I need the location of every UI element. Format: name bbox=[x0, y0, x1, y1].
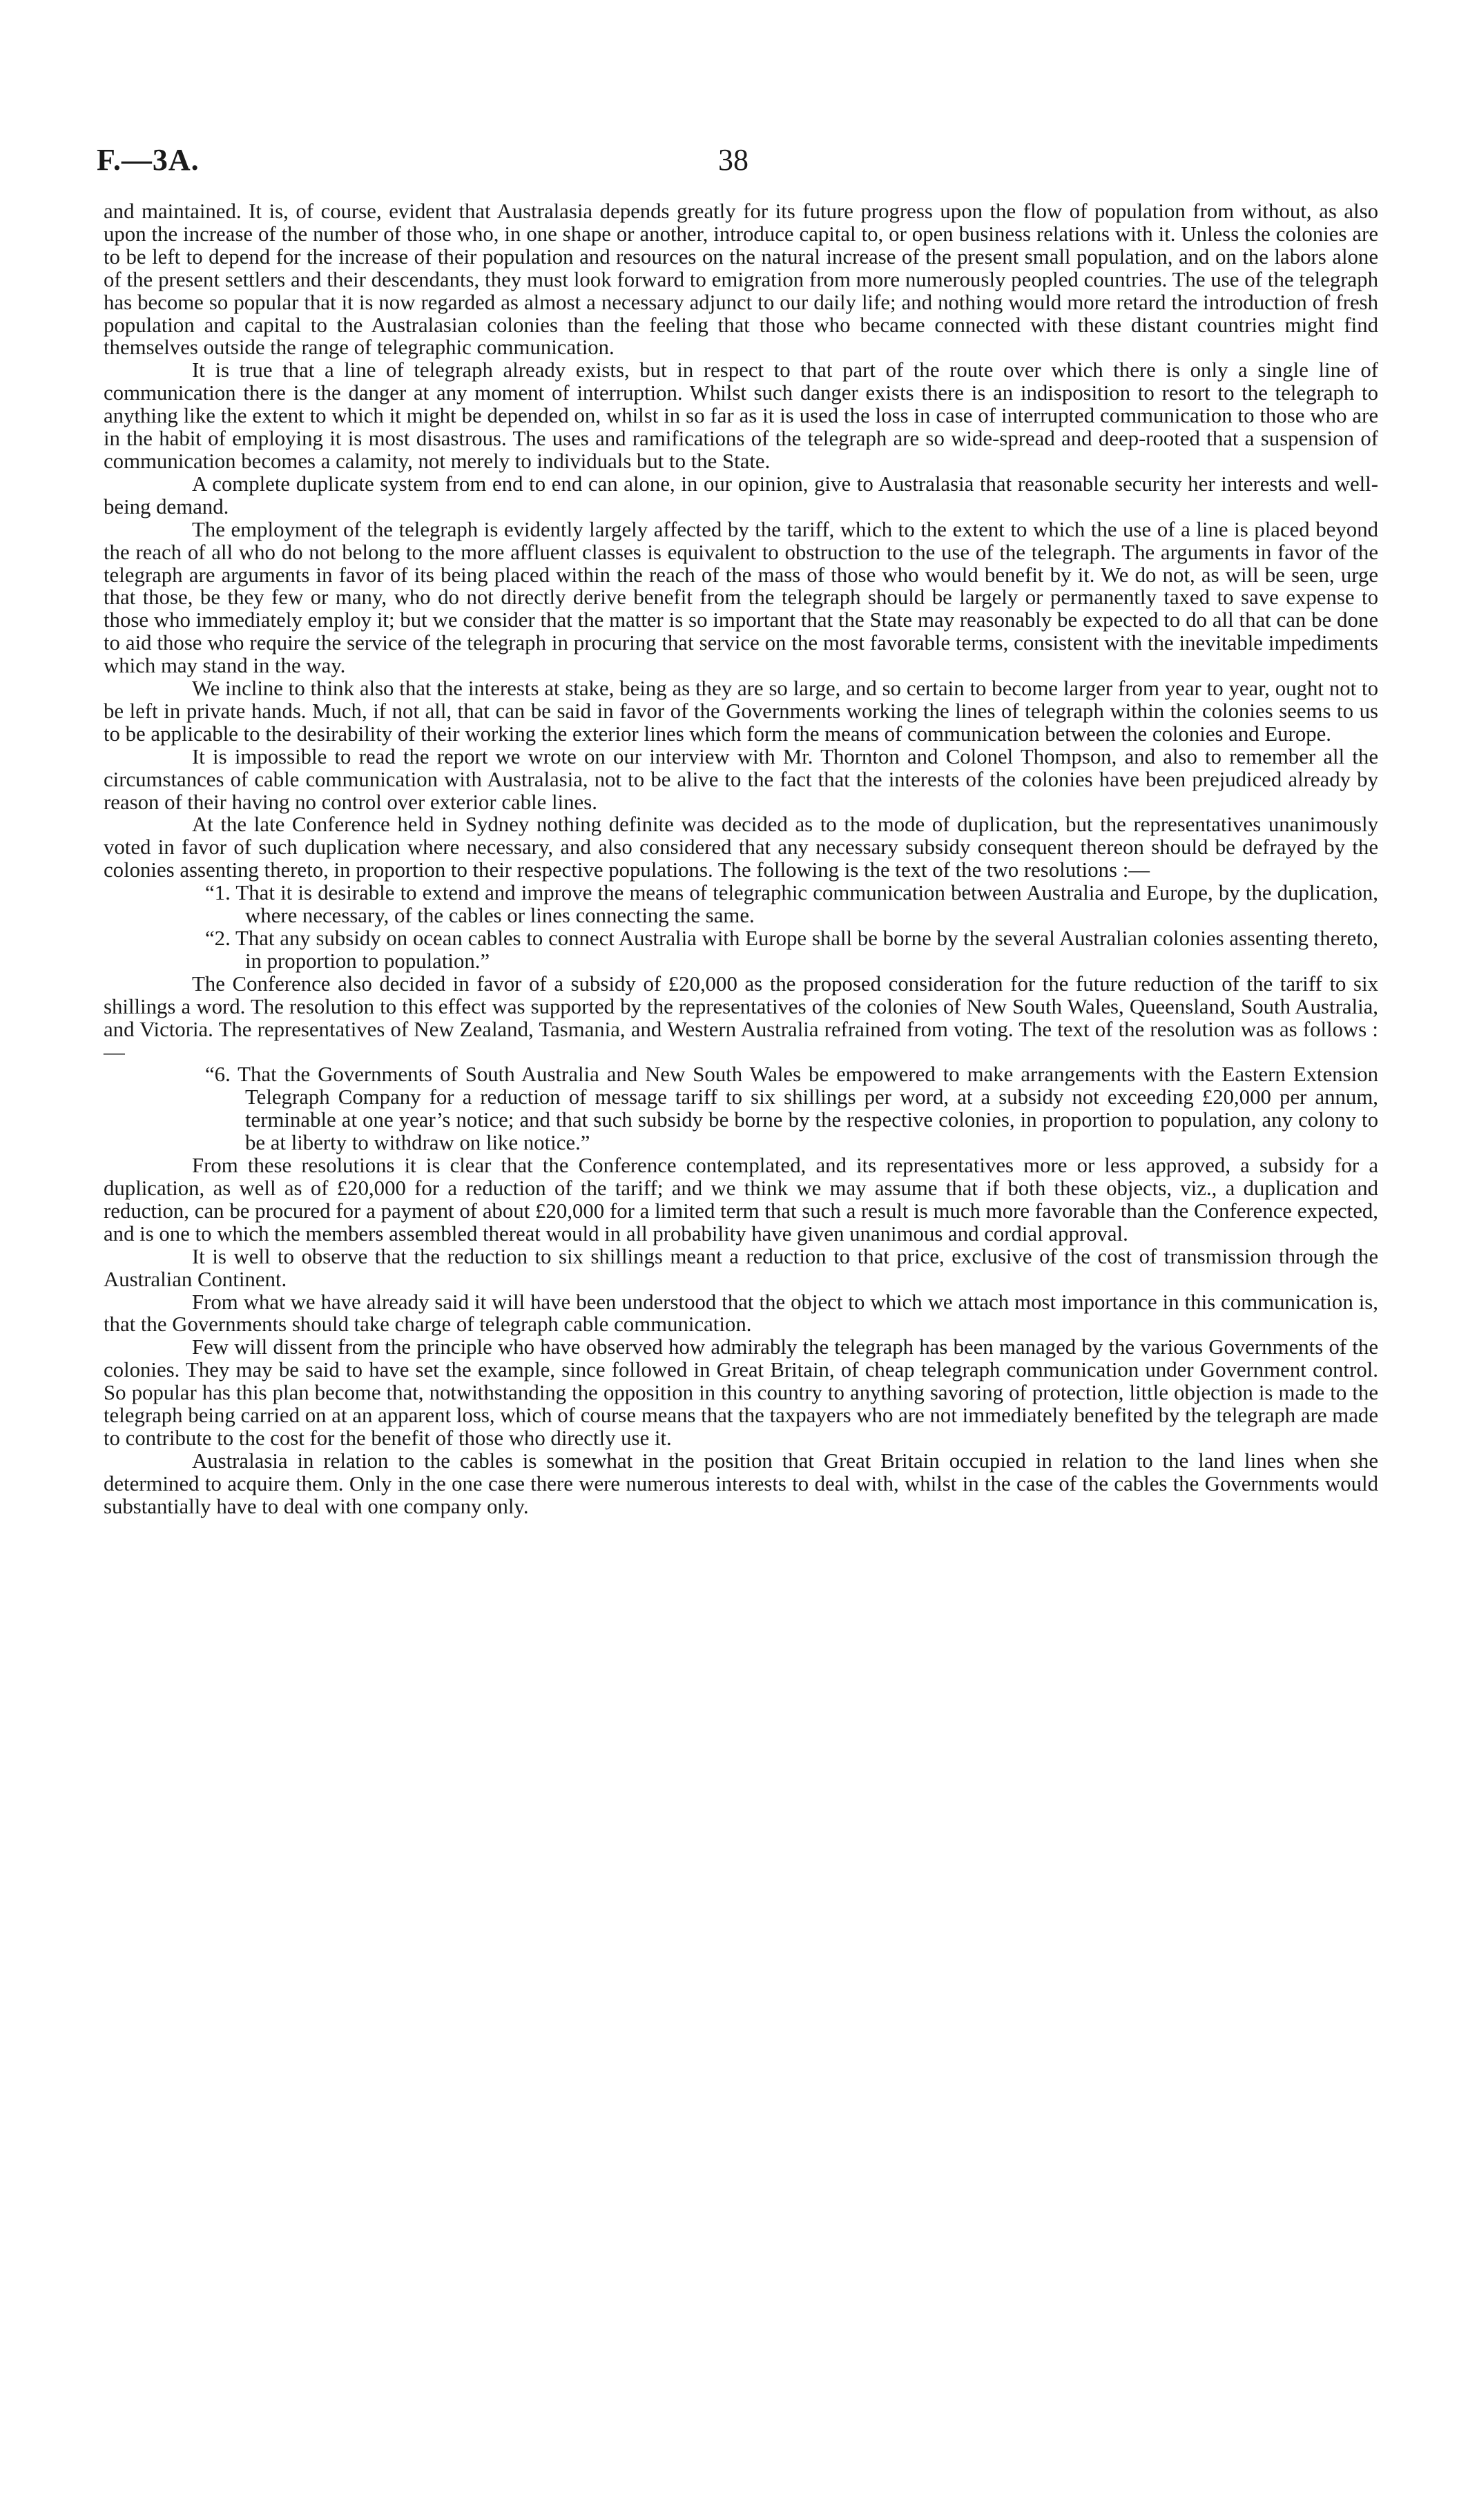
paragraph: From these resolutions it is clear that the Conference contemplated, and its representatives more or less approved, a subsidy for a duplication, as well as of £20,000 for a reduction of the tariff; and we think we may assume that if both these objects, viz., a duplication and reduction, can be procured for a payment of about £20,000 for a limited term that such a result is much more favorable than the Conference expected, and is one to which the members assembled thereat would in all probability have given unanimous and cordial approval. bbox=[104, 1154, 1378, 1246]
paragraph: Few will dissent from the principle who have observed how admirably the telegraph has been managed by the various Governments of the colonies. They may be said to have set the example, since followed in Great Britain, of cheap telegraph communication under Government control. So popular has this plan become that, notwithstanding the opposition in this country to anything savoring of protection, little objection is made to the telegraph being carried on at an apparent loss, which of course means that the taxpayers who are not immediately benefited by the telegraph are made to contribute to the cost for the benefit of those who directly use it. bbox=[104, 1335, 1378, 1450]
paragraph: At the late Conference held in Sydney nothing definite was decided as to the mode of duplication, but the representatives unanimously voted in favor of such duplication where necessary, and also considered that any necessary subsidy consequent thereon should be defrayed by the colonies assenting thereto, in proportion to their respective populations. The following is the text of the two resolutions :— bbox=[104, 813, 1378, 882]
document-reference: F.—3A. bbox=[97, 143, 200, 177]
page-header bbox=[97, 142, 1371, 184]
paragraph: We incline to think also that the interests at stake, being as they are so large, and so certain to become larger from year to year, ought not to be left in private hands. Much, if not all, that can be said in favor of the Governments working the lines of telegraph within the colonies seems to us to be applicable to the desirability of their working the exterior lines which form the means of communication between the colonies and Europe. bbox=[104, 677, 1378, 746]
paragraph: The employment of the telegraph is evidently largely affected by the tariff, which to the extent to which the use of a line is placed beyond the reach of all who do not belong to the more affluent classes is equivalent to obstruction to the use of the telegraph. The arguments in favor of the telegraph are arguments in favor of its being placed within the reach of the mass of those who would benefit by it. We do not, as will be seen, urge that those, be they few or many, who do not directly derive benefit from the telegraph should be largely or permanently taxed to save expense to those who immediately employ it; but we consider that the matter is so important that the State may reasonably be expected to do all that can be done to aid those who require the service of the telegraph in procuring that service on the most favorable terms, consistent with the inevitable impediments which may stand in the way. bbox=[104, 517, 1378, 678]
paragraph: It is impossible to read the report we wrote on our interview with Mr. Thornton and Colonel Thompson, and also to remember all the circumstances of cable communication with Australasia, not to be alive to the fact that the interests of the colonies have been prejudiced already by reason of their having no control over exterior cable lines. bbox=[104, 744, 1378, 814]
paragraph-continuation: and maintained. It is, of course, evident that Australasia depends greatly for its future progress upon the flow of population from without, as also upon the increase of the number of those who, in one shape or another, introduce capital to, or open business relations with it. Unless the colonies are to be left to depend for the increase of their population and resources on the natural increase of the present small population, and on the labors alone of the present settlers and their descendants, they must look forward to emigration from more numerously peopled countries. The use of the telegraph has become so popular that it is now regarded as almost a necessary adjunct to our daily life; and nothing would more retard the introduction of fresh population and capital to the Australasian colonies than the feeling that those who became connected with these distant countries might find themselves outside the range of telegraphic communication. bbox=[104, 200, 1378, 360]
resolution-quote: “1. That it is desirable to extend and improve the means of telegraphic communication between Australia and Europe, by the duplication, where necessary, of the cables or lines connecting the same. bbox=[205, 881, 1378, 928]
paragraph: The Conference also decided in favor of a subsidy of £20,000 as the proposed consideration for the future reduction of the tariff to six shillings a word. The resolution to this effect was supported by the representatives of the colonies of New South Wales, Queensland, South Australia, and Victoria. The representatives of New Zealand, Tasmania, and Western Australia refrained from voting. The text of the resolution was as follows :— bbox=[104, 971, 1378, 1064]
paragraph: Australasia in relation to the cables is somewhat in the position that Great Britain occupied in relation to the land lines when she determined to acquire them. Only in the one case there were numerous interests to deal with, whilst in the case of the cables the Governments would substantially have to deal with one company only. bbox=[104, 1448, 1378, 1518]
body-text bbox=[104, 200, 1378, 1518]
paragraph: It is well to observe that the reduction to six shillings meant a reduction to that price, exclusive of the cost of transmission through the Australian Continent. bbox=[104, 1244, 1378, 1291]
resolution-quote: “6. That the Governments of South Australia and New South Wales be empowered to make arrangements with the Eastern Extension Telegraph Company for a reduction of message tariff to six shillings per word, at a subsidy not exceeding £20,000 per annum, terminable at one year’s notice; and that such subsidy be borne by the respective colonies, in proportion to population, any colony to be at liberty to withdraw on like notice.” bbox=[205, 1063, 1378, 1155]
resolution-quote: “2. That any subsidy on ocean cables to connect Australia with Europe shall be borne by the several Australian colonies assenting thereto, in proportion to population.” bbox=[205, 927, 1378, 973]
page-number: 38 bbox=[718, 143, 749, 177]
paragraph: A complete duplicate system from end to end can alone, in our opinion, give to Australasia that reasonable security her interests and well-being demand. bbox=[104, 472, 1378, 518]
paragraph: It is true that a line of telegraph already exists, but in respect to that part of the route over which there is only a single line of communication there is the danger at any moment of interruption. Whilst such danger exists there is an indisposition to resort to the telegraph to anything like the extent to which it might be depended on, whilst in so far as it is used the loss in case of interrupted communication to those who are in the habit of employing it is most disastrous. The uses and ramifications of the telegraph are so wide-spread and deep-rooted that a suspension of communication becomes a calamity, not merely to individuals but to the State. bbox=[104, 358, 1378, 473]
paragraph: From what we have already said it will have been understood that the object to which we attach most importance in this communication is, that the Governments should take charge of telegraph cable communication. bbox=[104, 1290, 1378, 1337]
